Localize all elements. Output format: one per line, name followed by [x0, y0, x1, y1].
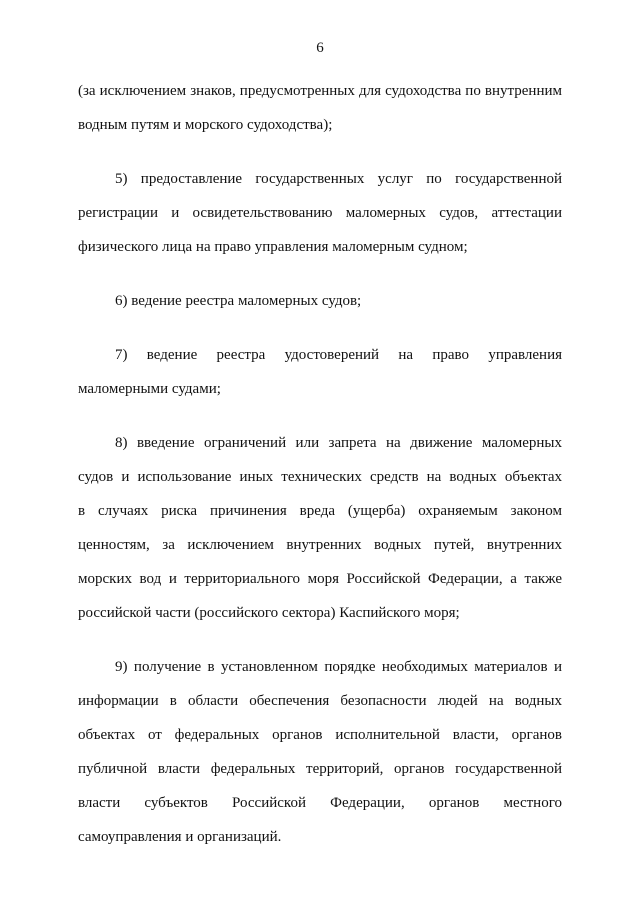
text-line: объектах от федеральных органов исполнительной власти, органов — [78, 727, 562, 743]
paragraph-item-8 — [78, 426, 562, 630]
text-line: информации в области обеспечения безопасности людей на водных — [78, 693, 562, 709]
page-number: 6 — [316, 40, 324, 56]
text-line: самоуправления и организаций. — [78, 829, 282, 845]
text-line: 7) ведение реестра удостоверений на право управления — [115, 347, 562, 363]
paragraph-continuation — [78, 74, 562, 142]
text-line: российской части (российского сектора) Каспийского моря; — [78, 605, 460, 621]
text-line: власти субъектов Российской Федерации, органов местного — [78, 795, 562, 811]
paragraph-item-6 — [78, 284, 562, 318]
text-line: в случаях риска причинения вреда (ущерба) охраняемым законом — [78, 503, 562, 519]
text-line: морских вод и территориального моря Российской Федерации, а также — [78, 571, 562, 587]
text-line: 5) предоставление государственных услуг по государственной — [115, 171, 562, 187]
text-line: водным путям и морского судоходства); — [78, 117, 333, 133]
paragraph-item-7 — [78, 338, 562, 406]
text-line: регистрации и освидетельствованию маломерных судов, аттестации — [78, 205, 562, 221]
text-line: 6) ведение реестра маломерных судов; — [115, 293, 362, 309]
document-body — [78, 74, 562, 874]
text-line: 8) введение ограничений или запрета на движение маломерных — [115, 435, 562, 451]
text-line: (за исключением знаков, предусмотренных для судоходства по внутренним — [78, 83, 562, 99]
text-line: публичной власти федеральных территорий, органов государственной — [78, 761, 562, 777]
paragraph-item-9 — [78, 650, 562, 854]
text-line: маломерными судами; — [78, 381, 221, 397]
paragraph-item-5 — [78, 162, 562, 264]
text-line: судов и использование иных технических средств на водных объектах — [78, 469, 562, 485]
text-line: физического лица на право управления маломерным судном; — [78, 239, 468, 255]
text-line: ценностям, за исключением внутренних водных путей, внутренних — [78, 537, 562, 553]
text-line: 9) получение в установленном порядке необходимых материалов и — [115, 659, 562, 675]
